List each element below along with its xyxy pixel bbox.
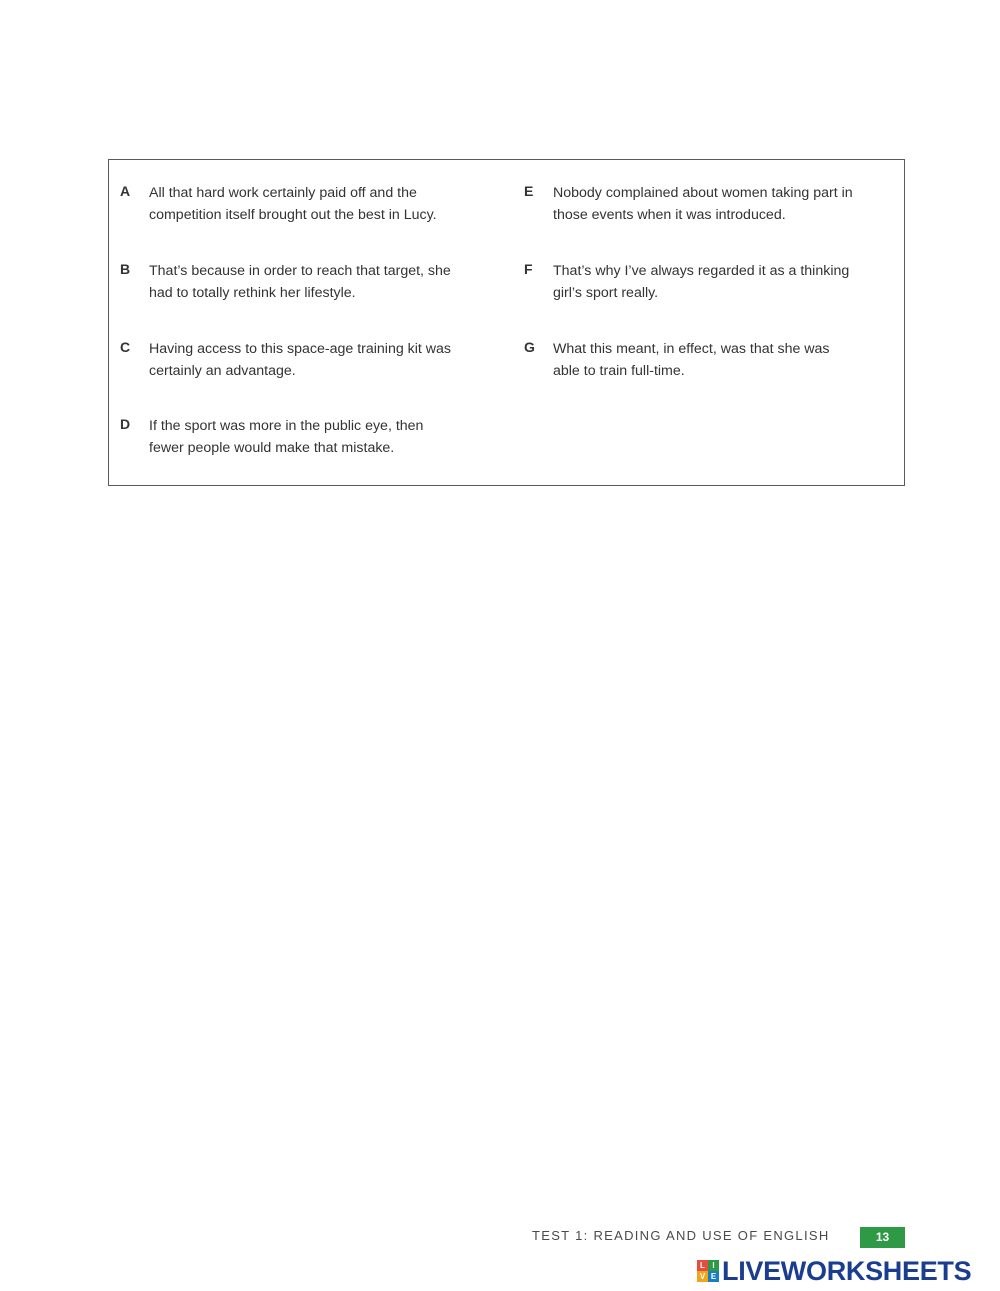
- option-line: those events when it was introduced.: [553, 206, 786, 223]
- options-box: [108, 159, 905, 486]
- option-letter: B: [120, 261, 131, 277]
- option-text: [149, 339, 499, 382]
- option-line: Nobody complained about women taking part in: [553, 185, 853, 201]
- option-line: If the sport was more in the public eye, then: [149, 418, 424, 434]
- option-text: [149, 416, 499, 459]
- mark-letter: E: [708, 1271, 719, 1282]
- footer-section-title: TEST 1: READING AND USE OF ENGLISH: [532, 1228, 830, 1243]
- option-line: That’s why I’ve always regarded it as a thinking: [553, 263, 850, 279]
- mark-letter: V: [697, 1271, 708, 1282]
- option-text: [149, 183, 499, 226]
- option-line: What this meant, in effect, was that she was: [553, 341, 830, 357]
- option-line: able to train full-time.: [553, 362, 685, 379]
- option-line: competition itself brought out the best in Lucy.: [149, 206, 437, 223]
- liveworksheets-mark-icon: [697, 1260, 719, 1282]
- liveworksheets-wordmark: LIVEWORKSHEETS: [722, 1255, 972, 1286]
- option-line: All that hard work certainly paid off and the: [149, 185, 417, 201]
- option-letter: F: [524, 261, 533, 277]
- liveworksheets-logo[interactable]: [697, 1255, 971, 1287]
- option-line: Having access to this space-age training kit was: [149, 341, 452, 357]
- page-number-badge: 13: [860, 1227, 905, 1248]
- option-letter: C: [120, 339, 131, 355]
- option-line: certainly an advantage.: [149, 362, 296, 379]
- option-letter: G: [524, 339, 535, 355]
- option-line: had to totally rethink her lifestyle.: [149, 284, 356, 301]
- mark-letter: L: [697, 1260, 708, 1271]
- option-line: That’s because in order to reach that target, she: [149, 263, 451, 279]
- option-text: [553, 183, 903, 226]
- option-letter: D: [120, 416, 131, 432]
- option-letter: E: [524, 183, 534, 199]
- option-line: girl’s sport really.: [553, 284, 659, 301]
- option-text: [149, 261, 499, 304]
- option-letter: A: [120, 183, 131, 199]
- option-text: [553, 339, 903, 382]
- mark-letter: I: [708, 1260, 719, 1271]
- option-text: [553, 261, 903, 304]
- option-line: fewer people would make that mistake.: [149, 439, 395, 456]
